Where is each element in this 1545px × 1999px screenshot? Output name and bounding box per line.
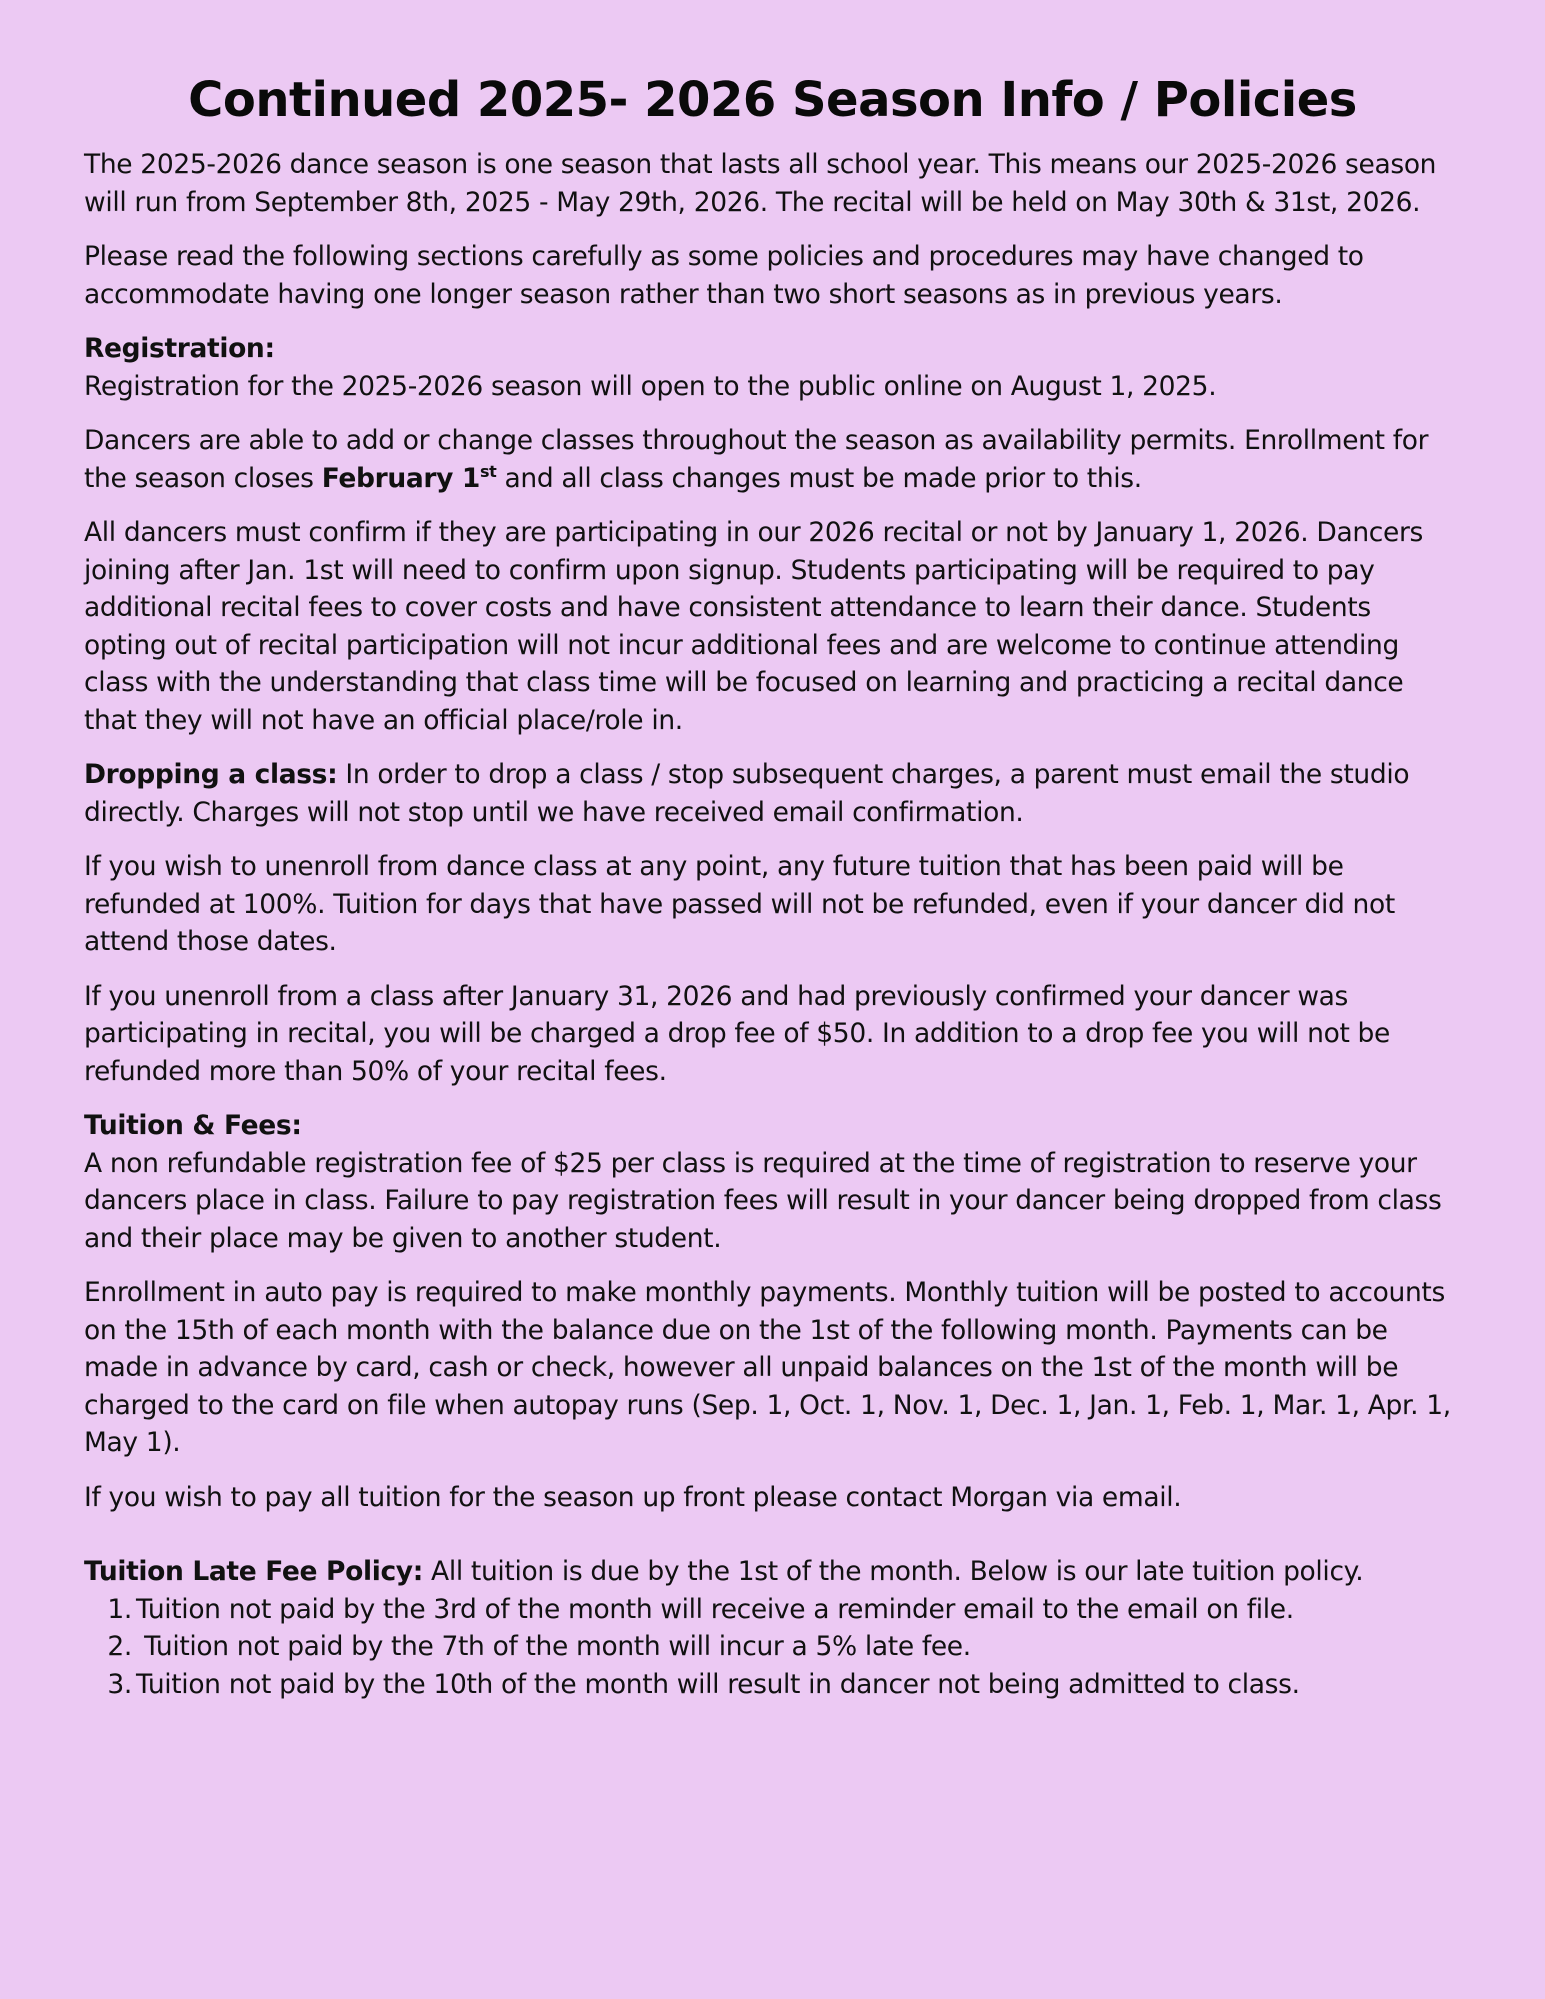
tuition-fees-heading: Tuition & Fees: [84,1110,302,1141]
class-changes-text-before: Dancers are able to add or change classes throughout the season as availability permits. Enrollment for the season closes [84,425,1429,494]
dropping-class-heading: Dropping a class: [84,759,338,790]
list-item-number: 3. [107,1668,132,1700]
spacer [84,1533,1461,1553]
list-item-text: Tuition not paid by the 7th of the month will incur a 5% late fee. [136,1631,971,1662]
late-fee-heading: Tuition Late Fee Policy: [84,1556,423,1587]
registration-fee-text: A non refundable registration fee of $25 per class is required at the time of registration to reserve your dancers place in class. Failure to pay registration fees will result in your dancer being dropped from class and their place may be given to another student. [84,1147,1442,1254]
tuition-fees-section [84,1107,1461,1257]
enrollment-close-date: February 1 [321,462,480,494]
list-item-text: Tuition not paid by the 10th of the month will result in dancer not being admitted to class. [136,1668,1300,1700]
registration-open-text: Registration for the 2025-2026 season will open to the public online on August 1, 2025. [84,370,1217,402]
class-changes-paragraph [84,422,1461,497]
late-unenroll-paragraph: If you unenroll from a class after January 31, 2026 and had previously confirmed your dancer was participating in recital, you will be charged a drop fee of $50. In addition to a drop fee you will not be refunded more than 50% of your recital fees. [84,980,1390,1087]
list-item-number: 2. [107,1631,132,1662]
pay-upfront-paragraph: If you wish to pay all tuition for the season up front please contact Morgan via email. [84,1481,1182,1513]
registration-heading: Registration: [84,333,275,364]
dropping-class-text: In order to drop a class / stop subsequent charges, a parent must email the studio directly. Charges will not stop until we have received email confirmation. [84,759,1410,828]
late-fee-section [84,1553,1461,1703]
late-fee-text: All tuition is due by the 1st of the month. Below is our late tuition policy. [422,1556,1364,1587]
intro-read-carefully-paragraph: Please read the following sections carefully as some policies and procedures may have changed to accommodate having one longer season rather than two short seasons as in previous years. [84,241,1364,310]
dropping-class-paragraph [84,756,1461,831]
enrollment-close-date-suffix: st [479,461,497,481]
list-item-text: Tuition not paid by the 3rd of the month will receive a reminder email to the email on file. [136,1593,1294,1625]
autopay-paragraph: Enrollment in auto pay is required to make monthly payments. Monthly tuition will be posted to accounts on the 15th of each month with the balance due on the 1st of the following month. Payments can be made in advance by card, cash or check, however all unpaid balances on the 1st of the month will be charged to the card on file when autopay runs (Sep. 1, Oct. 1, Nov. 1, Dec. 1, Jan. 1, Feb. 1, Mar. 1, Apr. 1, May 1). [84,1277,1451,1458]
late-fee-intro [84,1553,1461,1591]
list-item [84,1666,1461,1704]
recital-confirmation-paragraph: All dancers must confirm if they are participating in our 2026 recital or not by January 1, 2026. Dancers joining after Jan. 1st will need to confirm upon signup. Students participating will be required to pay additional recital fees to cover costs and have consistent attendance to learn their dance. Students opting out of recital participation will not incur additional fees and are welcome to continue attending class with the understanding that class time will be focused on learning and practicing a recital dance that they will not have an official place/role in. [84,517,1423,736]
unenroll-refund-paragraph: If you wish to unenroll from dance class at any point, any future tuition that has been paid will be refunded at 100%. Tuition for days that have passed will not be refunded, even if your dancer did not attend those dates. [84,851,1395,957]
page-title: Continued 2025- 2026 Season Info / Policies [188,72,1357,128]
late-fee-list [84,1591,1461,1704]
class-changes-text-after: and all class changes must be made prior to this. [496,462,1142,494]
list-item [84,1591,1461,1629]
registration-section [84,330,1461,405]
list-item-number: 1. [107,1593,132,1625]
intro-season-paragraph: The 2025-2026 dance season is one season that lasts all school year. This means our 2025-2026 season will run from September 8th, 2025 - May 29th, 2026. The recital will be held on May 30th & 31st, 2026. [84,149,1437,218]
list-item [84,1628,1461,1666]
